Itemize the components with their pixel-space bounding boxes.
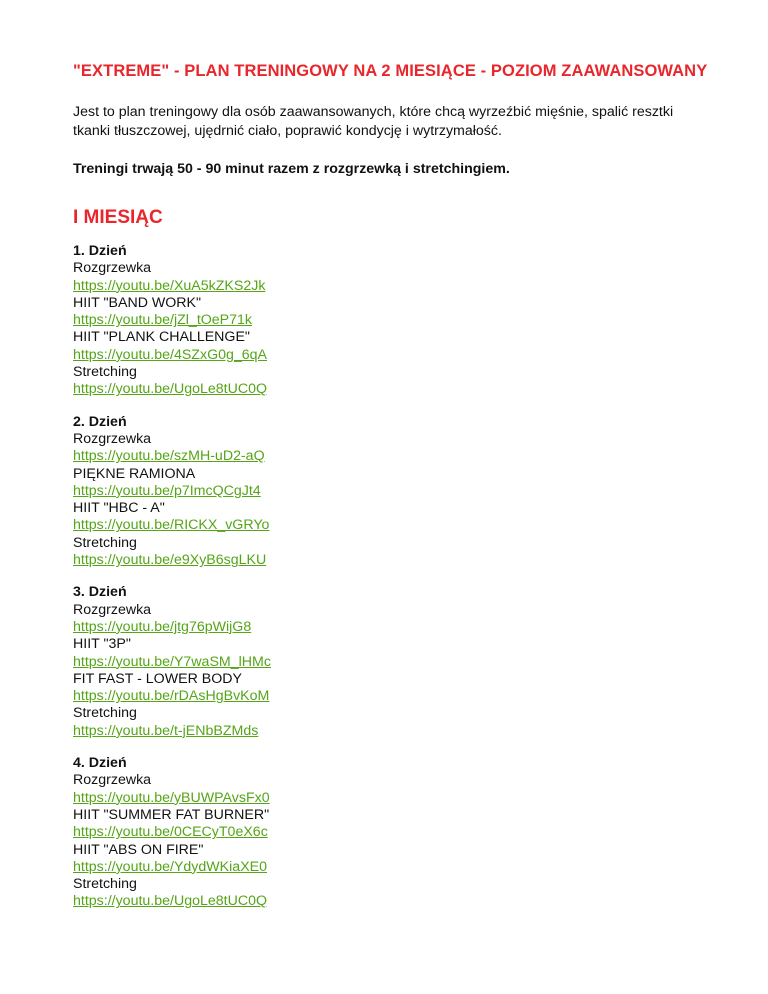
video-link[interactable]: https://youtu.be/RICKX_vGRYo bbox=[73, 517, 270, 534]
exercise-label: Stretching bbox=[73, 705, 137, 722]
day-block bbox=[73, 584, 713, 740]
exercise-label: HIIT "SUMMER FAT BURNER" bbox=[73, 806, 270, 823]
video-link[interactable]: https://youtu.be/jtg76pWijG8 bbox=[73, 618, 252, 635]
exercise-label: HIIT "BAND WORK" bbox=[73, 294, 202, 311]
section-title-month-1: I MIESIĄC bbox=[73, 207, 163, 228]
day-title: 4. Dzień bbox=[73, 755, 127, 772]
video-link[interactable]: https://youtu.be/e9XyB6sgLKU bbox=[73, 552, 267, 569]
exercise-label: Stretching bbox=[73, 534, 137, 551]
video-link[interactable]: https://youtu.be/jZl_tOeP71k bbox=[73, 312, 253, 329]
video-link[interactable]: https://youtu.be/t-jENbBZMds bbox=[73, 722, 259, 739]
duration-note: Treningi trwają 50 - 90 minut razem z rozgrzewką i stretchingiem. bbox=[73, 161, 510, 177]
document-title: "EXTREME" - PLAN TRENINGOWY NA 2 MIESIĄCE - POZIOM ZAAWANSOWANY bbox=[73, 62, 708, 80]
video-link[interactable]: https://youtu.be/4SZxG0g_6qA bbox=[73, 346, 268, 363]
video-link[interactable]: https://youtu.be/p7ImcQCgJt4 bbox=[73, 482, 261, 499]
video-link[interactable]: https://youtu.be/rDAsHgBvKoM bbox=[73, 688, 270, 705]
document-content bbox=[73, 62, 713, 926]
video-link[interactable]: https://youtu.be/0CECyT0eX6c bbox=[73, 824, 268, 841]
exercise-label: HIIT "ABS ON FIRE" bbox=[73, 841, 204, 858]
day-block bbox=[73, 414, 713, 570]
video-link[interactable]: https://youtu.be/Y7waSM_lHMc bbox=[73, 653, 271, 670]
day-block bbox=[73, 243, 713, 399]
day-title: 1. Dzień bbox=[73, 243, 127, 259]
day-title: 3. Dzień bbox=[73, 584, 127, 601]
video-link[interactable]: https://youtu.be/yBUWPAvsFx0 bbox=[73, 789, 270, 806]
video-link[interactable]: https://youtu.be/UgoLe8tUC0Q bbox=[73, 381, 268, 398]
exercise-label: Rozgrzewka bbox=[73, 430, 152, 447]
exercise-label: Rozgrzewka bbox=[73, 772, 152, 789]
exercise-label: Stretching bbox=[73, 364, 137, 381]
intro-paragraph: Jest to plan treningowy dla osób zaawansowanych, które chcą wyrzeźbić mięśnie, spalić resztki tkanki tłuszczowej, ujędrnić ciało, poprawić kondycję i wytrzymałość. bbox=[73, 104, 674, 139]
exercise-label: HIIT "PLANK CHALLENGE" bbox=[73, 329, 250, 346]
video-link[interactable]: https://youtu.be/YdydWKiaXE0 bbox=[73, 858, 268, 875]
exercise-label: HIIT "3P" bbox=[73, 636, 131, 653]
exercise-label: Stretching bbox=[73, 876, 137, 893]
video-link[interactable]: https://youtu.be/szMH-uD2-aQ bbox=[73, 448, 265, 465]
days-list bbox=[73, 243, 713, 911]
day-block bbox=[73, 755, 713, 911]
exercise-label: HIIT "HBC - A" bbox=[73, 500, 165, 517]
day-title: 2. Dzień bbox=[73, 413, 127, 430]
exercise-label: Rozgrzewka bbox=[73, 260, 152, 277]
exercise-label: Rozgrzewka bbox=[73, 601, 152, 618]
exercise-label: FIT FAST - LOWER BODY bbox=[73, 670, 242, 687]
exercise-label: PIĘKNE RAMIONA bbox=[73, 465, 196, 482]
video-link[interactable]: https://youtu.be/XuA5kZKS2Jk bbox=[73, 277, 266, 294]
video-link[interactable]: https://youtu.be/UgoLe8tUC0Q bbox=[73, 893, 268, 910]
